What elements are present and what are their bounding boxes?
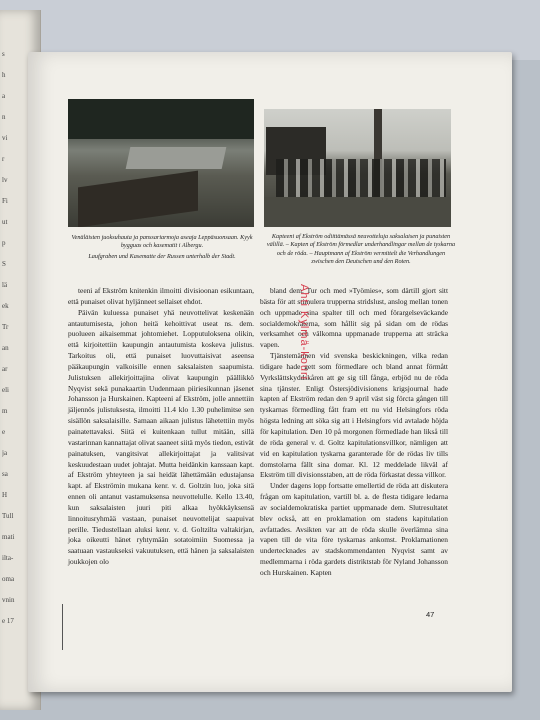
left-page-text-fragment: e — [2, 428, 6, 436]
left-page-text-fragment: r — [2, 155, 5, 163]
book-page — [28, 52, 512, 692]
paragraph: Tjänstemännen vid svenska beskickningen, vilka redan tidigare hade gett som förmedlare och bland annat förmått Vyrkslättskyddskåren att ge sig till fånga, erbjöd nu de röda sina tjänster. Enligt Östersjödivisionens krigsjournal hade kapten af Ekström redan den 9 april väst sig förcta gången till tyskarnas förmedling fått fram ett nu vid Helsingfors röda högsta ledning att söka sig att i Helsingfors vid avtalade höjda för kapitulation. Den 10 på morgonen förmedlade han likså till de röda general v. d. Goltz kapitulationsvillkor, nämligen att vid en kapitulation tyskarna garanterade för de rödas liv tills domstolarna fällt sina domar. Kl. 12 meddelade likväl af Ekström till divisionsstaben, att de röda förkastat dessa villkor. — [260, 351, 448, 480]
left-page-text-fragment: Fi — [2, 197, 8, 205]
paragraph: Under dagens lopp fortsatte emellertid de röda att diskutera frågan om kapitulation, vartill bl. a. de flesta tidigare ledarna av socialdemokratiska partiet uppmanade dem. Slutresultatet blev också, att en proklamation om stadens kapitulation avfattades. Avsikten var att de röda skulle överlämna sina vapen till de vita före tyskarnas ankomst. Proklamationen undertecknades av stadskommendanten Nyqvist samt av medlemmarna i röda gardets distriktstab för Nyland Johansson och Hurskainen. Kapten — [260, 481, 448, 577]
left-page-text-fragment: S — [2, 260, 6, 268]
left-page-text-fragment: h — [2, 71, 6, 79]
left-page-text-fragment: Tull — [2, 512, 14, 520]
left-page-text-fragment: ar — [2, 365, 8, 373]
left-page-text-fragment: Tr — [2, 323, 9, 331]
left-page-text-fragment: vnin — [2, 596, 15, 604]
left-page-text-fragment: sa — [2, 470, 8, 478]
photo-trench — [68, 99, 254, 227]
caption-left-fi: Venäläisten juoksuhauta ja panssariarmoja aseaja Leppäsuonsaan. Kyyk bygguas och kasematit i Albergu. — [71, 234, 253, 250]
left-page-text-fragment: mati — [2, 533, 15, 541]
paragraph: teeni af Ekström knitenkin ilmoitti divisioonan esikuntaan, että punaiset olivat hyljänneet sellaiset ehdot. — [68, 286, 254, 306]
caption-right — [266, 233, 456, 266]
left-page-text-fragment: ut — [2, 218, 8, 226]
left-page-text-fragment: ilta- — [2, 554, 14, 562]
page-number: 47 — [426, 610, 435, 619]
left-page-text-fragment: H — [2, 491, 8, 499]
margin-mark — [62, 604, 66, 650]
paragraph: bland dem. Tur och med »Työmies«, som därtill gjort sitt bästa för att stimulera trupperna stridslust, anslog mellan tonen och uppmade sina spalter till och med förargelseväckande socialdemokraterna, som hållit sig på sidan om de rödas verksamhet och välkomna uppmanade trupperna att sträcka vapen. — [260, 286, 448, 350]
text-column-swedish — [260, 286, 448, 579]
left-page-text-fragment: lv — [2, 176, 8, 184]
left-page-text-fragment: e 17 — [2, 617, 14, 625]
paragraph: Päivän kuluessa punaiset yhä neuvottelivat keskenään antautumisesta, johon heitä kehoittivat useat ns. dem. puolueen aikaisemmat johtomiehet. Lopputuloksena olikin, että kirjoitettiin kaupungin antautumista koskeva julistus. Tarkoitus oli, että punaiset luovuttaisivat aseensa pääkaupungin valkoisille ennen saksalaisten saapumista. Julistuksen allekirjoittajina olivat kaupungin päällikkö Nyqvist sekä punakaartin Uudenmaan piiriesikunnan jäsenet Johansson ja Hurskainen. Kapteeni af Ekström, jolle annettiin jäljennös julistuksesta, ilmoitti 11.4 klo 1.30 puhelimitse sen sisällön saksalaisille. Samaan aikaan julistus lähetettiin myös painatettavaksi. Siitä ei kuitenkaan tullut mitään, sillä vastarinnan kannattajat olivat saaneet siitä myös tiedon, estivät painatuksen, vangitsivat allekirjoittajat ja valitsivat keskuudestaan uudet johtajat. Mutta heidänkin kanssaan kapt. af Ekström yhteyteen ja sai heidät lähettämään edustajansa kapt. af Ekströmin mukana kenr. v. d. Goltzin luo, joka sitä ennen oli antanut vastamuksensa neuvottelulle. Kello 13.40, kun saksalaisten juuri piti alkaa hyökkäyksensä linnoitusryhmää vastaan, punaiset neuvottelijat saapuivat perille. Tiedustellaan aluksi kenr. v. d. Goltzilta valtakirjan, joka oikeutti hänet ryhtymään sotatoimiin Suomessa ja saatuaan vastaukseksi vakuutuksen, että hänen ja saksalaisten joukkojen olo — [68, 307, 254, 567]
left-page-text-fragment: ek — [2, 302, 9, 310]
photo-negotiation — [264, 109, 451, 227]
left-page-text-fragment: vi — [2, 134, 8, 142]
left-page-text-fragment: n — [2, 113, 6, 121]
left-page-text-fragment: p — [2, 239, 6, 247]
left-page-text-fragment: a — [2, 92, 6, 100]
left-page-text-fragment: s — [2, 50, 5, 58]
stamp-text: Ahti Kylmä-kouri — [298, 284, 310, 381]
caption-left-sv: Laufgraben und Kasematte der Russen unterhalb der Stadt. — [88, 252, 236, 260]
background-scan-top — [0, 0, 540, 60]
caption-left — [64, 234, 260, 261]
text-column-finnish — [68, 286, 254, 568]
left-page-text-fragment: oma — [2, 575, 15, 583]
left-page-text-fragment: an — [2, 344, 9, 352]
left-page-text-fragment: ja — [2, 449, 8, 457]
caption-right-sv: – Hauptmann af Ekström vermittelt die Verhandlungen zwischen den Deutschen und den Roten. — [309, 249, 446, 265]
caption-right-fi: Kapteeni af Ekström odiittämässä neuvotteluja saksalaisen ja punaisten välillä. – Kapten af Ekström förmedlar underhandlingar mellan de tyskarna och de röda. — [266, 233, 456, 257]
left-page-text-fragment: m — [2, 407, 8, 415]
left-page-text-fragment: lä — [2, 281, 8, 289]
left-page-text-fragment: eli — [2, 386, 9, 394]
